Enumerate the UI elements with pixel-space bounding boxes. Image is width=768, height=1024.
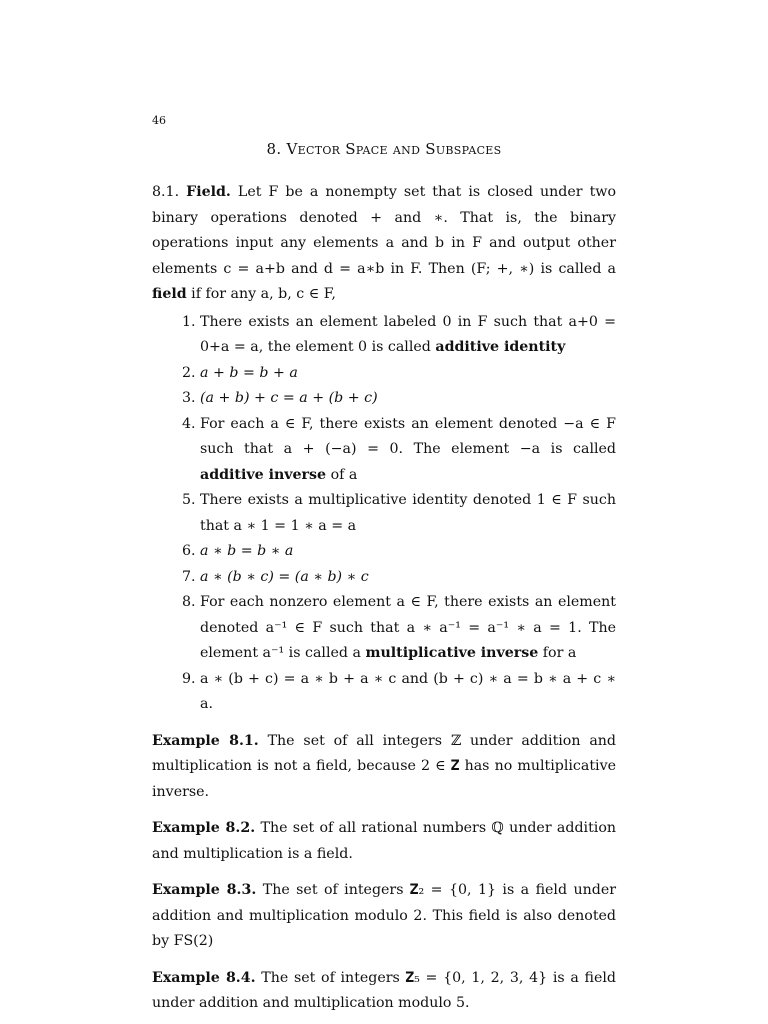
axiom-text: a + b = b + a — [200, 364, 298, 381]
axiom-item — [152, 361, 616, 387]
axiom-item — [152, 667, 616, 718]
axiom-item — [152, 565, 616, 591]
example-text: The set of integers 𝐙₅ = {0, 1, 2, 3, 4} is a field under addition and multiplication modulo 5. — [152, 969, 616, 1011]
axiom-text-end: for a — [542, 645, 577, 661]
axiom-number: 7. — [182, 568, 196, 585]
page-content — [152, 180, 616, 1017]
axiom-text: For each a ∈ F, there exists an element denoted −a ∈ F such that a + (−a) = 0. The element −a is called — [200, 415, 616, 457]
axiom-number: 5. — [182, 492, 196, 508]
axiom-number: 9. — [182, 670, 196, 687]
axiom-item — [152, 539, 616, 565]
example-paragraph — [152, 878, 616, 955]
field-definition — [152, 180, 616, 308]
axiom-text: There exists a multiplicative identity denoted 1 ∈ F such that a ∗ 1 = 1 ∗ a = a — [200, 492, 616, 534]
definition-title: Field. — [186, 184, 231, 200]
axiom-bold-term: additive inverse — [200, 466, 327, 483]
axiom-list — [152, 310, 616, 718]
example-paragraph — [152, 816, 616, 867]
axiom-bold-term: multiplicative inverse — [365, 645, 539, 661]
definition-bold-word: field — [152, 286, 187, 302]
example-paragraph — [152, 966, 616, 1017]
axiom-item — [152, 412, 616, 489]
axiom-bold-term: additive identity — [435, 339, 566, 355]
example-text: The set of all rational numbers ℚ under addition and multiplication is a field. — [152, 820, 616, 862]
example-label: Example 8.3. — [152, 882, 257, 898]
axiom-number: 6. — [182, 543, 196, 559]
example-text: The set of all integers ℤ under addition and multiplication is not a field, because 2 ∈ 𝐙 has no multiplicative inverse. — [152, 732, 617, 800]
definition-label: 8.1. — [152, 184, 180, 200]
axiom-text: a ∗ b = b ∗ a — [200, 543, 294, 559]
axiom-text: For each nonzero element a ∈ F, there exists an element denoted a⁻¹ ∈ F such that a ∗ a⁻¹ = a⁻¹ ∗ a = 1. The element a⁻¹ is called a — [200, 594, 616, 661]
axiom-number: 4. — [182, 415, 196, 432]
chapter-title: 8. Vector Space and Subspaces — [266, 140, 502, 158]
axiom-item — [152, 590, 616, 667]
axiom-item — [152, 488, 616, 539]
page-number: 46 — [152, 114, 166, 127]
axiom-text: a ∗ (b ∗ c) = (a ∗ b) ∗ c — [200, 568, 369, 585]
example-paragraph — [152, 729, 616, 806]
axiom-number: 3. — [182, 390, 196, 406]
axiom-item — [152, 310, 616, 361]
axiom-text: (a + b) + c = a + (b + c) — [200, 390, 378, 406]
axiom-number: 2. — [182, 364, 196, 381]
axiom-text: There exists an element labeled 0 in F such that a+0 = 0+a = a, the element 0 is called — [200, 313, 616, 355]
axiom-item — [152, 386, 616, 412]
example-label: Example 8.2. — [152, 820, 256, 836]
axiom-text: a ∗ (b + c) = a ∗ b + a ∗ c and (b + c) ∗ a = b ∗ a + c ∗ a. — [200, 670, 616, 712]
example-label: Example 8.1. — [152, 732, 259, 749]
example-label: Example 8.4. — [152, 969, 256, 986]
axiom-number: 1. — [182, 313, 196, 330]
axiom-text-end: of a — [330, 466, 358, 483]
definition-intro-1: Let F be a nonempty set that is closed under two binary operations denoted + and ∗. That is, the binary operations input any elements a and b in F and output other elements c = a+b and d = a∗b in F. Then (F; +, ∗) is called a — [152, 184, 616, 277]
definition-intro-2: if for any a, b, c ∈ F, — [191, 286, 336, 302]
axiom-number: 8. — [182, 594, 196, 610]
example-text: The set of integers 𝐙₂ = {0, 1} is a field under addition and multiplication modulo 2. This field is also denoted by FS(2) — [152, 882, 617, 949]
